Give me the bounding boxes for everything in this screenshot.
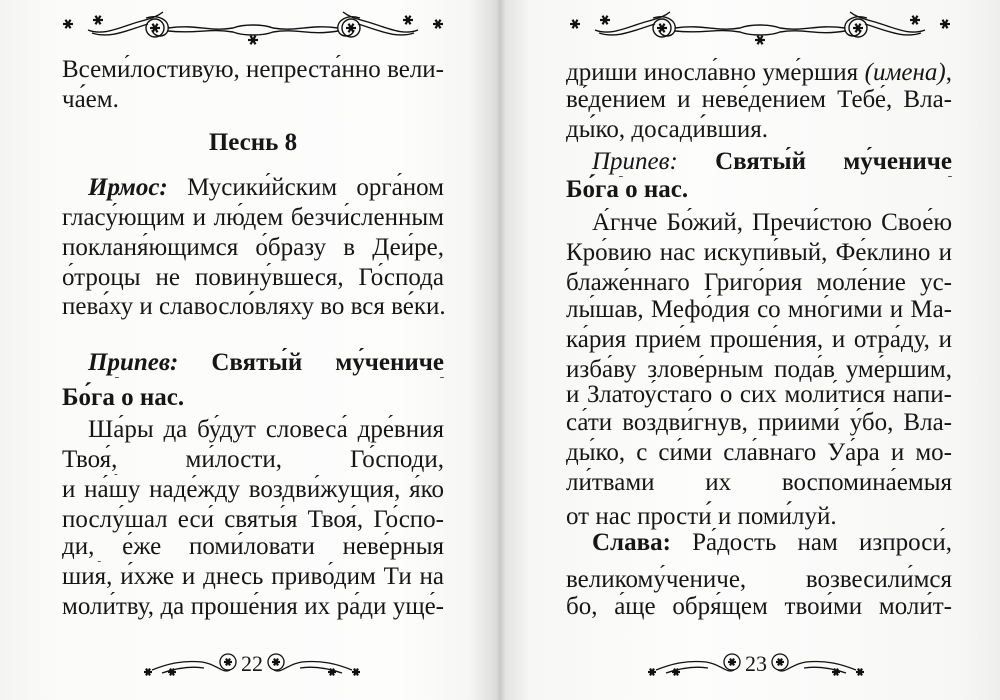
text-line [62,475,444,505]
star-icon [272,659,280,666]
text-run: ча́ем. [62,86,119,113]
text-line [62,203,444,233]
page-number: 23 [745,651,767,676]
text-line [62,263,444,293]
text-line [566,592,952,622]
text-run: пева́ху и славосло́вляху во вся ве́ки. [62,293,446,320]
text-run: бо, а́ще обря́щем твои́ми моли́т- [566,593,952,620]
text-line [566,115,952,145]
text-run: гласу́ющим и лю́дем безчи́сленным [62,204,444,231]
text-line [566,528,952,558]
italic-text: (имена) [864,59,946,86]
text-line [566,58,952,88]
text-run: Мусики́йским орга́ном [187,174,444,201]
text-line [566,438,952,468]
text-line [62,505,444,535]
text-run: послу́шал еси́ святы́я Твоя́, Го́спо- [62,506,444,533]
bold-text: Слава: [592,529,671,556]
bold-text: Святы́й му́чениче [715,148,952,175]
bold-italic-label: Ирмос: [88,174,168,201]
page-number: 22 [241,651,263,676]
text-line [566,85,952,115]
bold-text: Песнь 8 [208,129,298,156]
text-run: ли́твами их воспомина́емыя [566,469,952,496]
text-line [566,468,952,498]
star-icon [856,669,864,676]
text-line [62,348,444,378]
text-run: блаже́ннаго Григо́рия моле́ние ус- [566,269,952,296]
text-run: моли́тву, да проше́ния их ра́ди уще́- [62,593,444,620]
text-run: и Златоу́стаго о сих моли́тися напи- [566,381,952,408]
text-run: са́ти воздви́гнув, приими́ у́бо, Вла- [566,409,952,436]
page-left [62,0,444,700]
text-line [62,445,444,475]
text-run: ве́дением и неве́дением Тебе́, Вла- [566,86,952,113]
italic-text: Припев: [592,148,678,175]
text-line [566,238,952,268]
text-line [566,295,952,325]
text-run: А́гнче Бо́жий, Пречи́стою Свое́ю [592,209,952,236]
text-line [62,85,444,115]
text-run: великому́чениче, возвесили́мся [566,566,952,593]
star-icon [224,659,232,666]
text-run: дриши иносла́вно уме́ршия [566,59,865,86]
bold-text: Бо́га о нас. [62,384,185,411]
text-run: покланя́ющимся о́бразу в Деи́ре, [62,234,444,261]
text-line [62,562,444,592]
text-line [566,380,952,410]
text-line [566,175,952,205]
text-line [566,147,952,177]
text-line [566,325,952,355]
text-line [566,408,952,438]
text-line [566,268,952,298]
star-icon [776,659,784,666]
text-run: ди, е́же поми́ловати неве́рныя [62,533,444,560]
text-run: шия, и́хже и днесь приво́дим Ти на [62,563,444,590]
text-line [566,565,952,595]
text-run: изба́ву злове́рным пода́в уме́ршим, [566,356,952,383]
text-run: Ра́дость нам изпроси́, [670,529,952,556]
text-line [62,415,444,445]
star-icon [352,669,360,676]
text-run: и на́шу наде́жду воздви́жущия, я́ко [62,476,444,503]
text-run: Ша́ры да бу́дут словеса́ дре́вния [88,416,444,443]
bold-italic-label: Припев: [88,349,179,376]
text-run: о́троцы не повину́вшеся, Го́спода [62,264,444,291]
bold-text: Бо́га о нас. [566,176,689,203]
bold-text: Святы́й му́чениче [211,349,444,376]
text-run: от нас прости́ и поми́луй. [566,503,837,530]
text-line [62,592,444,622]
text-run: , [945,59,952,86]
star-icon [144,669,152,676]
text-run: лы́шав, Мефо́дия со мно́гими и Ма- [566,296,952,323]
text-line [566,208,952,238]
text-line [62,55,444,85]
text-line [62,292,444,322]
text-line [62,383,444,413]
text-run: ды́ко, с си́ми сла́внаго Уа́ра и мо- [566,439,952,466]
text-line [62,173,444,203]
text-line [62,128,444,158]
star-icon [648,669,656,676]
text-run: Всеми́лостивую, непреста́нно вели- [62,56,444,83]
text-line [62,233,444,263]
text-run: ды́ко, досади́вшия. [566,116,769,143]
text-line [62,532,444,562]
text-run: Кро́вию нас искупи́вый, Фе́клино и [566,239,952,266]
text-run: Твоя́, ми́лости, Го́споди, [62,446,444,473]
page-right [566,0,952,700]
text-run: ка́рия прие́м проше́ния, и отра́ду, и [566,326,952,353]
star-icon [728,659,736,666]
